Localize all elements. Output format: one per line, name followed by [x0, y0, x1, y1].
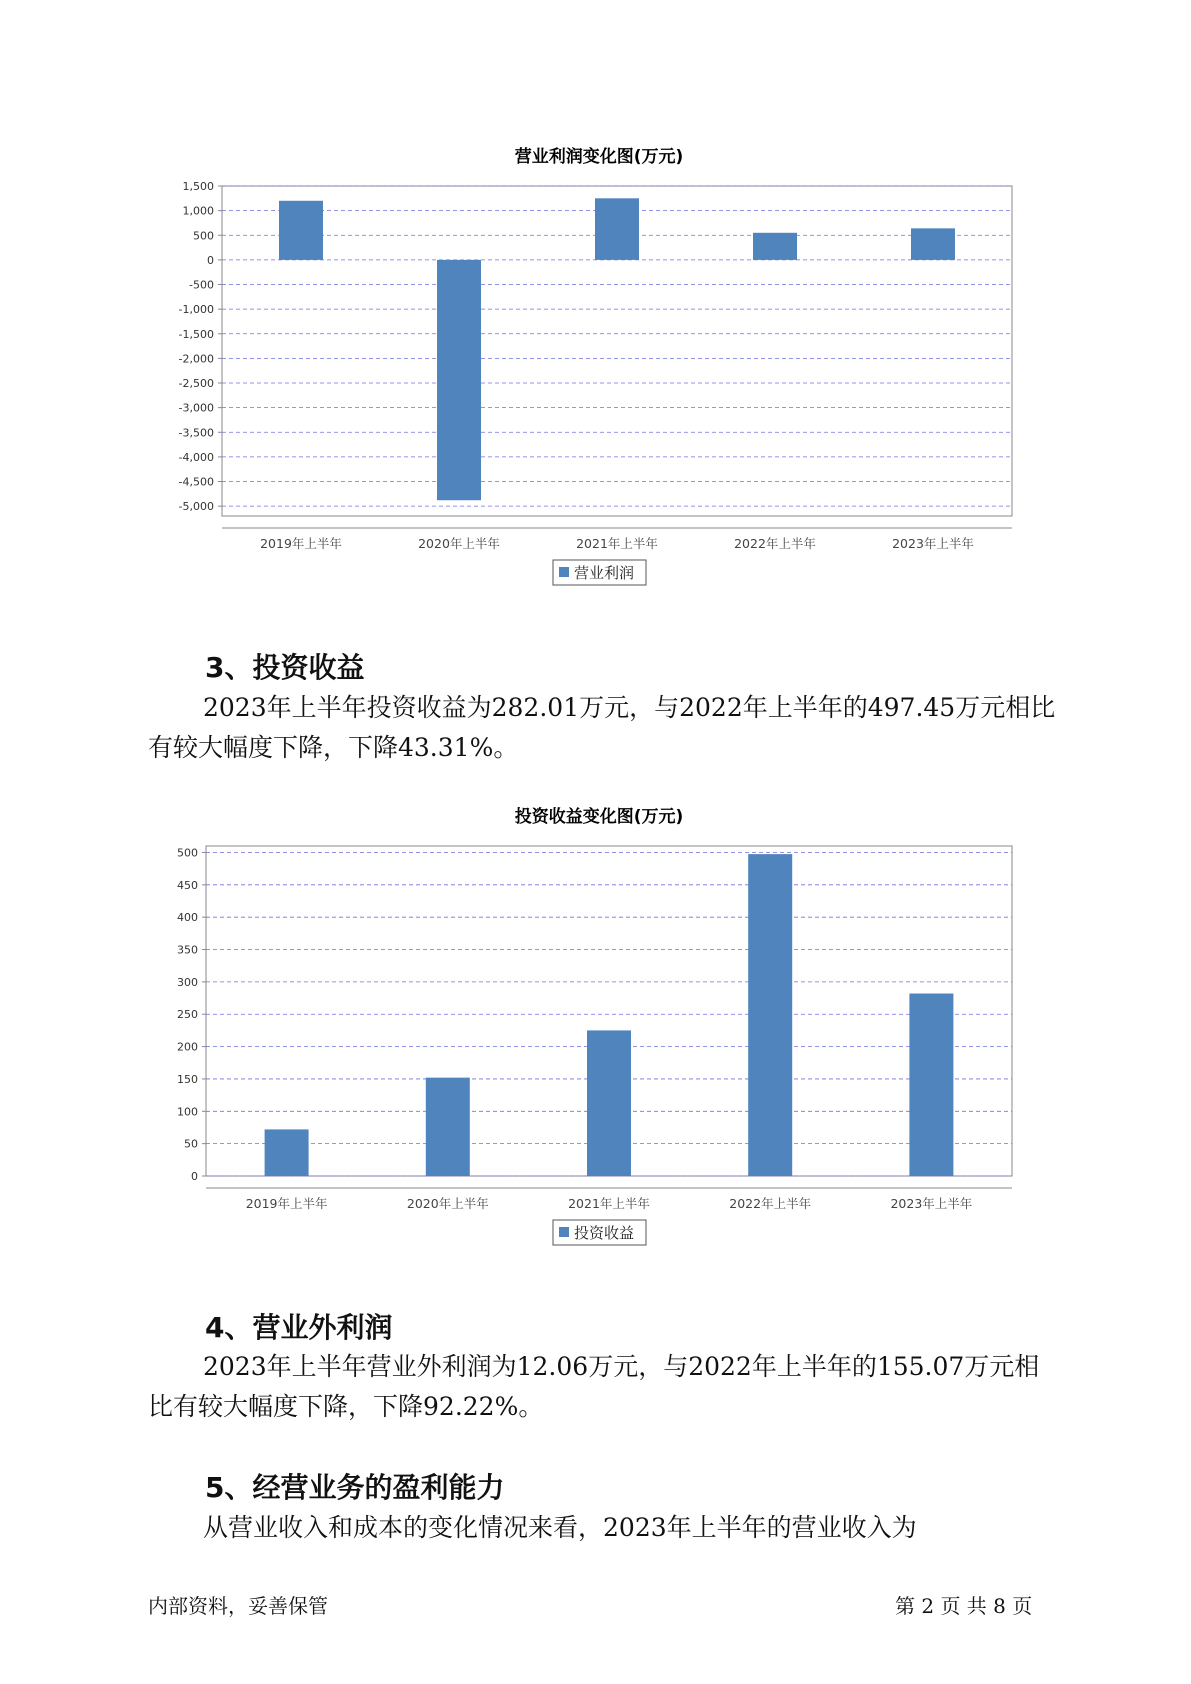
legend-label: 营业利润	[574, 564, 635, 582]
x-tick-label: 2019年上半年	[260, 536, 342, 551]
y-tick-label: 0	[207, 253, 214, 267]
legend-swatch	[559, 1227, 569, 1237]
bars	[265, 854, 954, 1176]
y-tick-label: -5,000	[178, 500, 214, 514]
x-tick-label: 2021年上半年	[576, 536, 658, 551]
y-tick-label: 250	[177, 1008, 198, 1022]
bar	[748, 854, 792, 1176]
x-tick-label: 2021年上半年	[568, 1196, 650, 1211]
x-tick-label: 2022年上半年	[729, 1196, 812, 1211]
y-tick-label: -2,000	[178, 352, 214, 366]
x-tick-label: 2020年上半年	[418, 536, 500, 551]
bar	[265, 1129, 309, 1176]
y-tick-label: 200	[177, 1040, 198, 1054]
section-paragraph-non-operating-profit: 2023年上半年营业外利润为12.06万元，与2022年上半年的155.07万元相比有较大幅度下降，下降92.22%。	[148, 1352, 1040, 1421]
y-tick-label: 500	[193, 229, 214, 243]
y-tick-label: 300	[177, 975, 198, 989]
y-tick-label: 500	[177, 846, 198, 860]
section-paragraph-profitability: 从营业收入和成本的变化情况来看，2023年上半年的营业收入为	[203, 1513, 917, 1542]
y-tick-label: -3,500	[178, 426, 214, 440]
x-axis	[246, 1196, 973, 1211]
x-tick-label: 2022年上半年	[734, 536, 816, 551]
x-tick-label: 2019年上半年	[245, 1196, 328, 1211]
chart-title: 营业利润变化图(万元)	[514, 147, 684, 167]
y-tick-label: 100	[177, 1105, 198, 1119]
page-number: 第 2 页 共 8 页	[895, 1594, 1033, 1618]
x-tick-label: 2023年上半年	[892, 536, 974, 551]
y-tick-label: -500	[189, 278, 214, 292]
section-heading-investment-income: 3、投资收益	[205, 651, 365, 685]
y-tick-label: 450	[177, 878, 198, 892]
x-tick-label: 2020年上半年	[406, 1196, 489, 1211]
footer-note: 内部资料，妥善保管	[148, 1594, 328, 1618]
y-axis	[177, 846, 206, 1183]
y-tick-label: 400	[177, 911, 198, 925]
bar	[587, 1030, 631, 1176]
y-tick-label: -4,500	[178, 475, 214, 489]
section-heading-profitability: 5、经营业务的盈利能力	[205, 1471, 505, 1505]
chart-title: 投资收益变化图(万元)	[514, 807, 684, 827]
y-tick-label: 50	[184, 1137, 198, 1151]
bar	[909, 994, 953, 1176]
section-paragraph-investment-income: 2023年上半年投资收益为282.01万元，与2022年上半年的497.45万元相比有较大幅度下降，下降43.31%。	[148, 693, 1056, 762]
y-tick-label: -2,500	[178, 377, 214, 391]
y-tick-label: 1,500	[182, 180, 214, 193]
y-tick-label: 1,000	[182, 204, 214, 218]
section-heading-non-operating-profit: 4、营业外利润	[205, 1311, 393, 1345]
legend	[553, 1220, 646, 1245]
y-tick-label: 0	[191, 1170, 198, 1183]
bar	[426, 1078, 470, 1176]
y-tick-label: 150	[177, 1072, 198, 1086]
x-tick-label: 2023年上半年	[890, 1196, 973, 1211]
y-tick-label: -3,000	[178, 401, 214, 415]
y-tick-label: -1,000	[178, 303, 214, 317]
y-tick-label: -4,000	[178, 450, 214, 464]
legend-label: 投资收益	[574, 1224, 635, 1242]
y-tick-label: 350	[177, 943, 198, 957]
y-tick-label: -1,500	[178, 327, 214, 341]
